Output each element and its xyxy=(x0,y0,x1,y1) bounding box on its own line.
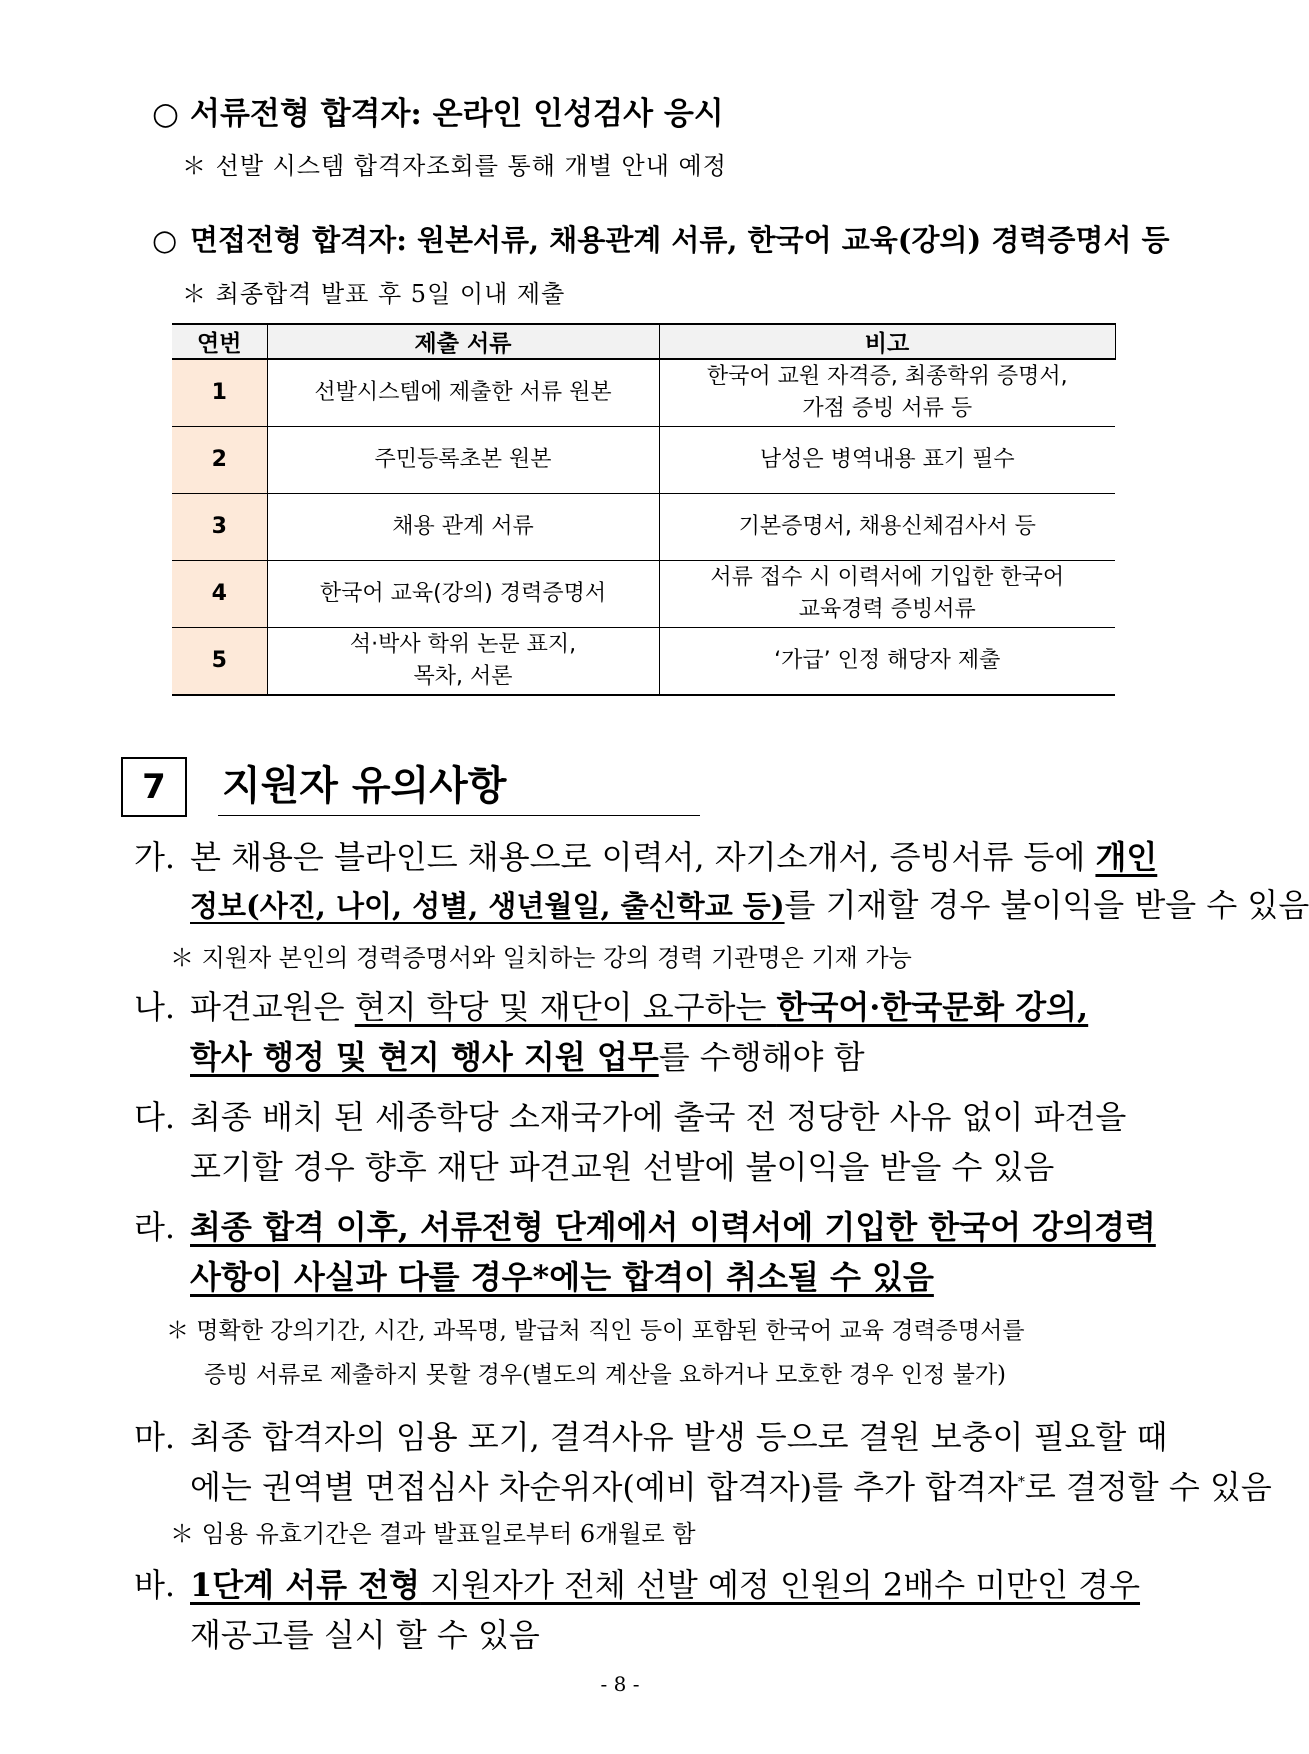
item-label: 나. xyxy=(134,988,176,1026)
row-remark xyxy=(659,359,1115,427)
item-label: 마. xyxy=(134,1418,176,1456)
item-ba xyxy=(134,1560,1140,1606)
item-label: 라. xyxy=(134,1208,176,1246)
item-ga xyxy=(134,832,1157,878)
row-remark: 남성은 병역내용 표기 필수 xyxy=(659,427,1115,494)
table-row xyxy=(172,561,1115,628)
note-document-screening: ＊ 선발 시스템 합격자조회를 통해 개별 안내 예정 xyxy=(182,152,727,180)
submission-documents-table xyxy=(172,323,1116,696)
item-ma-line2 xyxy=(190,1462,1272,1508)
document-line: 목차, 서론 xyxy=(413,664,513,689)
remark-line: 한국어 교원 자격증, 최종학위 증명서, xyxy=(706,364,1068,389)
item-text: 본 채용은 블라인드 채용으로 이력서, 자기소개서, 증빙서류 등에 xyxy=(190,838,1096,876)
item-ra-note2: 증빙 서류로 제출하지 못할 경우(별도의 계산을 요하거나 모호한 경우 인정 불가) xyxy=(204,1362,1007,1388)
remark-line: 가점 증빙 서류 등 xyxy=(802,396,973,421)
item-ga-line2 xyxy=(190,880,1309,926)
item-text: 에는 권역별 면접심사 차순위자(예비 합격자)를 추가 합격자 xyxy=(190,1468,1018,1506)
page-number: - 8 - xyxy=(600,1672,640,1696)
item-text-emphasis: 정보(사진, 나이, 성별, 생년월일, 출신학교 등) xyxy=(190,889,785,923)
row-document xyxy=(267,628,659,696)
row-document: 한국어 교육(강의) 경력증명서 xyxy=(267,561,659,628)
row-no: 1 xyxy=(172,359,267,427)
section-title: 지원자 유의사항 xyxy=(222,763,507,809)
header-document: 제출 서류 xyxy=(267,324,659,359)
row-document: 선발시스템에 제출한 서류 원본 xyxy=(267,359,659,427)
item-text-emphasis: 1단계 서류 전형 xyxy=(190,1566,421,1604)
item-text: 를 기재할 경우 불이익을 받을 수 있음 xyxy=(784,886,1309,924)
footnote-marker: * xyxy=(1017,1474,1025,1491)
bullet-item-document-screening xyxy=(152,88,724,133)
remark-line: 서류 접수 시 이력서에 기입한 한국어 xyxy=(710,565,1065,590)
table-row xyxy=(172,494,1115,561)
header-remark: 비고 xyxy=(659,324,1115,359)
row-remark: ‘가급’ 인정 해당자 제출 xyxy=(659,628,1115,696)
item-da xyxy=(134,1092,1126,1138)
document-line: 석·박사 학위 논문 표지, xyxy=(349,632,577,657)
item-ma xyxy=(134,1412,1167,1458)
item-ra-line2 xyxy=(190,1252,934,1298)
bullet-circle: ○ xyxy=(152,223,178,257)
bullet-circle: ○ xyxy=(152,96,180,132)
item-text: 를 수행해야 함 xyxy=(658,1038,865,1076)
item-da-line2: 포기할 경우 향후 재단 파견교원 선발에 불이익을 받을 수 있음 xyxy=(190,1148,1055,1186)
item-text-emphasis: 최종 합격 이후, 서류전형 단계에서 이력서에 기입한 한국어 강의경력 xyxy=(190,1208,1156,1246)
item-text-underlined: 지원자가 전체 선발 예정 인원의 2배수 미만인 경우 xyxy=(420,1566,1141,1604)
row-document: 주민등록초본 원본 xyxy=(267,427,659,494)
header-no: 연번 xyxy=(172,324,267,359)
item-text: 파견교원은 xyxy=(190,988,355,1026)
item-ga-note: ＊ 지원자 본인의 경력증명서와 일치하는 강의 경력 기관명은 기재 가능 xyxy=(170,944,912,972)
section-number-box: 7 xyxy=(121,757,187,817)
row-no: 2 xyxy=(172,427,267,494)
item-text-emphasis: 한국어·한국문화 강의, xyxy=(776,988,1089,1026)
item-text-emphasis: 개인 xyxy=(1095,838,1158,876)
item-text-emphasis: 학사 행정 및 현지 행사 지원 업무 xyxy=(190,1038,659,1076)
item-text-underlined: 현지 학당 및 재단이 요구하는 xyxy=(354,988,777,1026)
remark-line: 교육경력 증빙서류 xyxy=(798,597,976,622)
item-label: 다. xyxy=(134,1098,176,1136)
item-label: 가. xyxy=(134,838,176,876)
table-row xyxy=(172,628,1115,696)
item-ra xyxy=(134,1202,1156,1248)
item-na xyxy=(134,982,1088,1028)
table-row xyxy=(172,427,1115,494)
row-no: 5 xyxy=(172,628,267,696)
bullet-text: 서류전형 합격자: 온라인 인성검사 응시 xyxy=(190,96,724,132)
item-label: 바. xyxy=(134,1566,176,1604)
row-no: 3 xyxy=(172,494,267,561)
item-ra-note1: ＊ 명확한 강의기간, 시간, 과목명, 발급처 직인 등이 포함된 한국어 교육 경력증명서를 xyxy=(166,1318,1025,1344)
section-title-rule xyxy=(218,815,700,816)
item-ma-note: ＊ 임용 유효기간은 결과 발표일로부터 6개월로 함 xyxy=(170,1520,696,1548)
bullet-item-interview xyxy=(152,218,1170,259)
table-header-row xyxy=(172,324,1115,359)
item-ba-line2: 재공고를 실시 할 수 있음 xyxy=(190,1616,540,1654)
note-interview: ＊ 최종합격 발표 후 5일 이내 제출 xyxy=(182,280,566,308)
item-text: 로 결정할 수 있음 xyxy=(1024,1468,1272,1506)
item-text-emphasis: 사항이 사실과 다를 경우*에는 합격이 취소될 수 있음 xyxy=(190,1258,934,1296)
row-remark xyxy=(659,561,1115,628)
item-na-line2 xyxy=(190,1032,865,1078)
row-no: 4 xyxy=(172,561,267,628)
row-document: 채용 관계 서류 xyxy=(267,494,659,561)
item-text: 최종 배치 된 세종학당 소재국가에 출국 전 정당한 사유 없이 파견을 xyxy=(190,1098,1127,1136)
table-row xyxy=(172,359,1115,427)
row-remark: 기본증명서, 채용신체검사서 등 xyxy=(659,494,1115,561)
bullet-text: 면접전형 합격자: 원본서류, 채용관계 서류, 한국어 교육(강의) 경력증명서 등 xyxy=(190,223,1170,257)
item-text: 최종 합격자의 임용 포기, 결격사유 발생 등으로 결원 보충이 필요할 때 xyxy=(190,1418,1168,1456)
